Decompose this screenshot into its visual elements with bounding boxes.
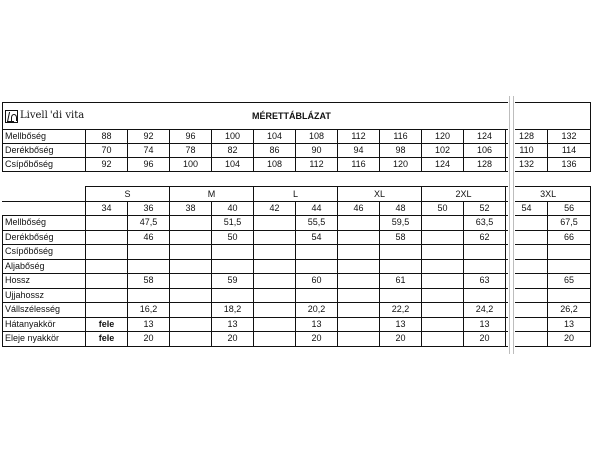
- size-number: 36: [128, 202, 170, 216]
- cell: [254, 317, 296, 332]
- cell: [422, 245, 464, 260]
- cell: 104: [212, 158, 254, 172]
- row-label: Eleje nyakkör: [3, 332, 86, 347]
- cell: 114: [548, 144, 591, 158]
- cell: 112: [338, 130, 380, 144]
- size-number: 44: [296, 202, 338, 216]
- cell: [338, 332, 380, 347]
- cell: 13: [128, 317, 170, 332]
- cell: [254, 259, 296, 274]
- cell: [464, 259, 506, 274]
- cell: 110: [506, 144, 548, 158]
- size-number: 38: [170, 202, 212, 216]
- cell: 120: [422, 130, 464, 144]
- cell: [380, 288, 422, 303]
- cell: 96: [128, 158, 170, 172]
- size-number: 40: [212, 202, 254, 216]
- size-group-m: M: [170, 187, 254, 202]
- table-row: [3, 144, 591, 158]
- cell: [254, 303, 296, 318]
- cell: [338, 259, 380, 274]
- size-number: 52: [464, 202, 506, 216]
- cell: 22,2: [380, 303, 422, 318]
- cell: [128, 259, 170, 274]
- cell: [170, 259, 212, 274]
- cell: [422, 216, 464, 231]
- cell: 116: [380, 130, 422, 144]
- unit-cell: [86, 216, 128, 231]
- cell: 66: [548, 230, 591, 245]
- cell: 96: [170, 130, 212, 144]
- cell: 54: [296, 230, 338, 245]
- unit-cell: [86, 303, 128, 318]
- size-group-3xl: 3XL: [506, 187, 591, 202]
- cell: [338, 216, 380, 231]
- table-row: [3, 317, 591, 332]
- size-number: 56: [548, 202, 591, 216]
- cell: [422, 317, 464, 332]
- row-label: Mellbőség: [3, 216, 86, 231]
- cell: 70: [86, 144, 128, 158]
- cell: [170, 274, 212, 289]
- cell: 13: [212, 317, 254, 332]
- unit-cell: [86, 274, 128, 289]
- cell: 100: [212, 130, 254, 144]
- cell: 16,2: [128, 303, 170, 318]
- cell: [380, 245, 422, 260]
- cell: [254, 245, 296, 260]
- cell: 20: [548, 332, 591, 347]
- cell: 24,2: [464, 303, 506, 318]
- cell: 20: [128, 332, 170, 347]
- cell: [170, 303, 212, 318]
- cell: 13: [380, 317, 422, 332]
- cell: [212, 245, 254, 260]
- cell: 128: [506, 130, 548, 144]
- cell: 13: [464, 317, 506, 332]
- cell: 46: [128, 230, 170, 245]
- size-number: 46: [338, 202, 380, 216]
- table-row: [3, 332, 591, 347]
- size-number: 48: [380, 202, 422, 216]
- row-label: Csípőbőség: [3, 158, 86, 172]
- table-row: [3, 216, 591, 231]
- cell: [422, 288, 464, 303]
- cell: [338, 303, 380, 318]
- cell: [422, 230, 464, 245]
- cell: 60: [296, 274, 338, 289]
- row-label: Ujjahossz: [3, 288, 86, 303]
- cell: 65: [548, 274, 591, 289]
- cell: [254, 216, 296, 231]
- cell: 55,5: [296, 216, 338, 231]
- cell: [254, 288, 296, 303]
- cell: [170, 332, 212, 347]
- unit-cell: [86, 288, 128, 303]
- cell: [464, 288, 506, 303]
- cell: 92: [128, 130, 170, 144]
- cell: [338, 317, 380, 332]
- cell: [128, 245, 170, 260]
- size-number: 50: [422, 202, 464, 216]
- cell: [212, 288, 254, 303]
- unit-cell: fele: [86, 332, 128, 347]
- cell: [380, 259, 422, 274]
- cell: 92: [86, 158, 128, 172]
- brand-name: Livell: [20, 110, 48, 121]
- cell: 13: [296, 317, 338, 332]
- brand-logo-icon: [5, 110, 18, 123]
- cell: 90: [296, 144, 338, 158]
- size-number: 54: [506, 202, 548, 216]
- cell: [212, 259, 254, 274]
- cell: 59,5: [380, 216, 422, 231]
- unit-cell: fele: [86, 317, 128, 332]
- cell: [170, 230, 212, 245]
- cell: 124: [464, 130, 506, 144]
- table-row: [3, 288, 591, 303]
- column-gap-line: [513, 96, 514, 354]
- table-row: [3, 303, 591, 318]
- cell: 58: [380, 230, 422, 245]
- cell: [422, 274, 464, 289]
- cell: [548, 259, 591, 274]
- table-row: [3, 259, 591, 274]
- cell: 88: [86, 130, 128, 144]
- cell: 58: [128, 274, 170, 289]
- blank-cell: [3, 202, 86, 216]
- cell: 74: [128, 144, 170, 158]
- cell: 18,2: [212, 303, 254, 318]
- cell: 124: [422, 158, 464, 172]
- cell: 78: [170, 144, 212, 158]
- column-gap-line: [509, 96, 510, 354]
- cell: [296, 259, 338, 274]
- top-size-table: [2, 102, 591, 172]
- table-row: [3, 274, 591, 289]
- size-group-s: S: [86, 187, 170, 202]
- cell: 100: [170, 158, 212, 172]
- row-label: Derékbőség: [3, 230, 86, 245]
- unit-cell: [86, 230, 128, 245]
- cell: 67,5: [548, 216, 591, 231]
- cell: 86: [254, 144, 296, 158]
- cell: 13: [548, 317, 591, 332]
- cell: 94: [338, 144, 380, 158]
- row-label: Vállszélesség: [3, 303, 86, 318]
- cell: [422, 303, 464, 318]
- cell: 63,5: [464, 216, 506, 231]
- cell: 20: [296, 332, 338, 347]
- logo-cell: [3, 103, 86, 130]
- cell: 132: [548, 130, 591, 144]
- cell: 82: [212, 144, 254, 158]
- cell: 26,2: [548, 303, 591, 318]
- cell: [170, 216, 212, 231]
- cell: 51,5: [212, 216, 254, 231]
- cell: 59: [212, 274, 254, 289]
- cell: 98: [380, 144, 422, 158]
- cell: 20,2: [296, 303, 338, 318]
- table-row: [3, 130, 591, 144]
- cell: [338, 288, 380, 303]
- size-group-xl: XL: [338, 187, 422, 202]
- cell: 112: [296, 158, 338, 172]
- cell: 102: [422, 144, 464, 158]
- cell: 50: [212, 230, 254, 245]
- size-number: 34: [86, 202, 128, 216]
- cell: 104: [254, 130, 296, 144]
- row-label: Hátanyakkör: [3, 317, 86, 332]
- cell: [170, 245, 212, 260]
- cell: [548, 245, 591, 260]
- cell: 20: [212, 332, 254, 347]
- cell: [170, 317, 212, 332]
- size-group-l: L: [254, 187, 338, 202]
- cell: 108: [296, 130, 338, 144]
- cell: 116: [338, 158, 380, 172]
- cell: 128: [464, 158, 506, 172]
- measure-size-table: [2, 186, 591, 216]
- corner-blank: [3, 187, 86, 202]
- cell: 132: [506, 158, 548, 172]
- size-group-2xl: 2XL: [422, 187, 506, 202]
- cell: [338, 245, 380, 260]
- page-title: MÉRETTÁBLÁZAT: [86, 103, 591, 130]
- cell: 136: [548, 158, 591, 172]
- cell: 63: [464, 274, 506, 289]
- row-label: Mellbőség: [3, 130, 86, 144]
- cell: [548, 288, 591, 303]
- cell: [296, 288, 338, 303]
- cell: [338, 274, 380, 289]
- measure-table-body: [2, 215, 591, 347]
- size-number: 42: [254, 202, 296, 216]
- cell: [128, 288, 170, 303]
- table-row: [3, 158, 591, 172]
- brand-suffix: 'di vita: [49, 110, 85, 121]
- row-label: Derékbőség: [3, 144, 86, 158]
- cell: 61: [380, 274, 422, 289]
- cell: [170, 288, 212, 303]
- cell: 20: [464, 332, 506, 347]
- row-label: Csípőbőség: [3, 245, 86, 260]
- row-label: Aljabőség: [3, 259, 86, 274]
- cell: [422, 332, 464, 347]
- cell: 120: [380, 158, 422, 172]
- cell: 62: [464, 230, 506, 245]
- cell: [296, 245, 338, 260]
- cell: [422, 259, 464, 274]
- cell: [254, 332, 296, 347]
- cell: 20: [380, 332, 422, 347]
- cell: [464, 245, 506, 260]
- cell: [254, 230, 296, 245]
- cell: 47,5: [128, 216, 170, 231]
- table-row: [3, 245, 591, 260]
- cell: 108: [254, 158, 296, 172]
- cell: 106: [464, 144, 506, 158]
- cell: [254, 274, 296, 289]
- row-label: Hossz: [3, 274, 86, 289]
- cell: [338, 230, 380, 245]
- table-row: [3, 230, 591, 245]
- unit-cell: [86, 245, 128, 260]
- unit-cell: [86, 259, 128, 274]
